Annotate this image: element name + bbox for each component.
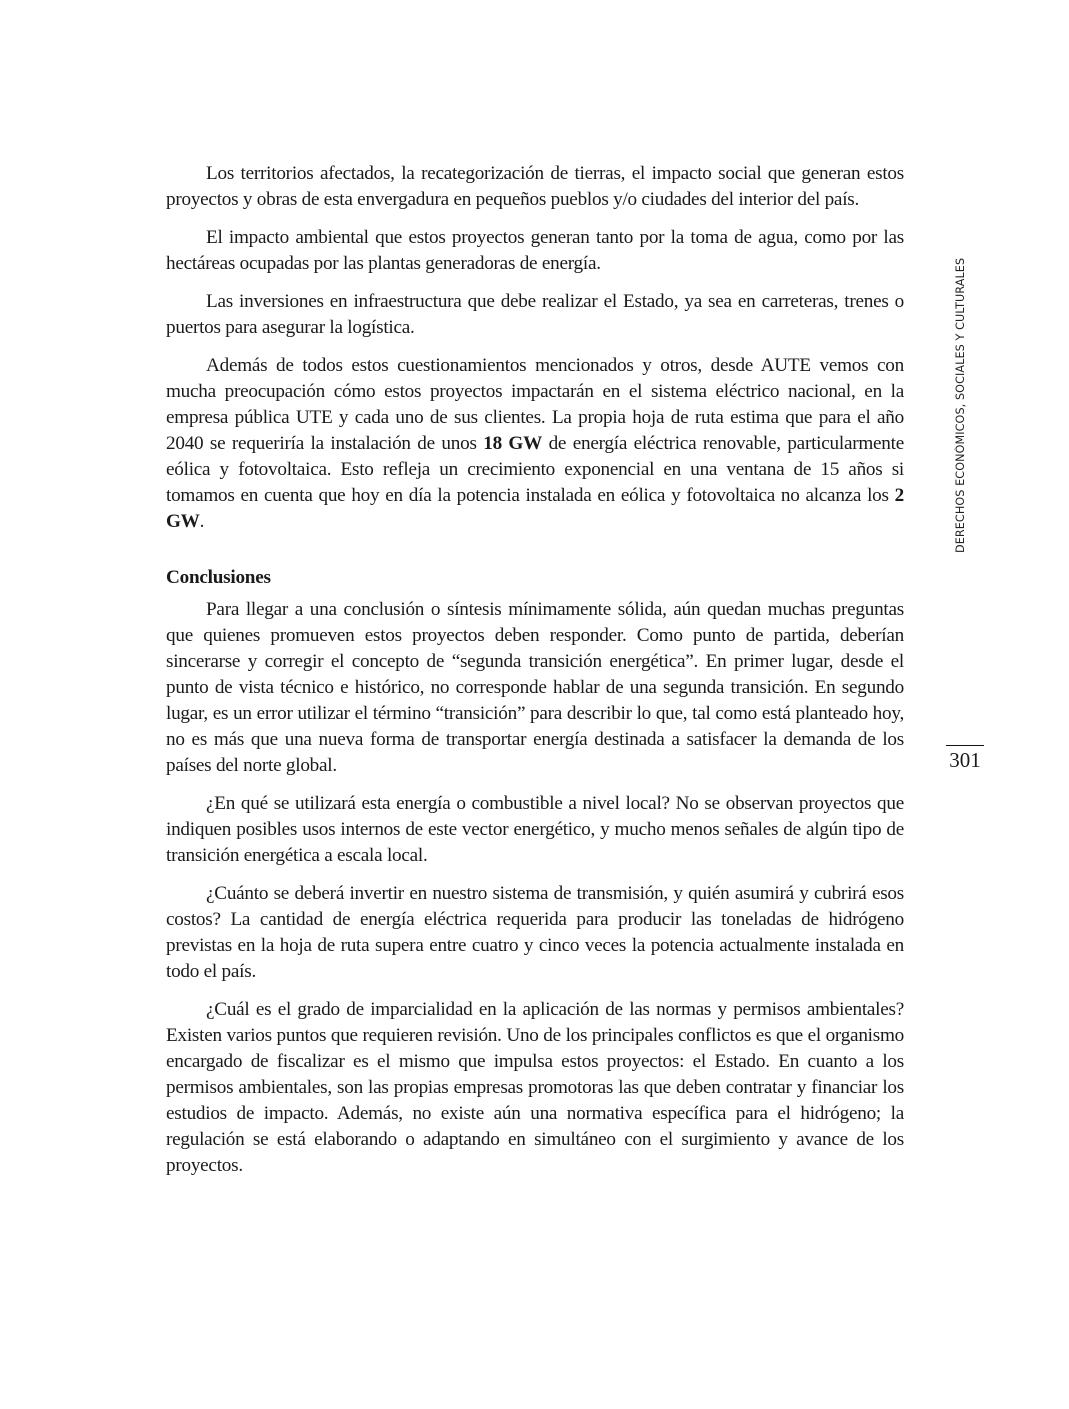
paragraph-infrastructure: Las inversiones en infraestructura que debe realizar el Estado, ya sea en carreteras, trenes o puertos para asegurar la logística.	[166, 291, 904, 338]
running-header-vertical: DERECHOS ECONÓMICOS, SOCIALES Y CULTURALES	[954, 257, 967, 553]
paragraph-aute-text-2: de energía eléctrica renovable, particularmente eólica y fotovoltaica. Esto refleja un crecimiento exponencial en una ventana de 15 años si tomamos en cuenta que hoy en día la potencia instalada en eólica y fotovoltaica no alcanza los	[166, 433, 904, 506]
page-number-block	[946, 745, 984, 774]
paragraph-territories: Los territorios afectados, la recategorización de tierras, el impacto social que generan estos proyectos y obras de esta envergadura en pequeños pueblos y/o ciudades del interior del país.	[166, 163, 904, 210]
paragraph-aute-text-1: Además de todos estos cuestionamientos mencionados y otros, desde AUTE vemos con mucha preocupación cómo estos proyectos impactarán en el sistema eléctrico nacional, en la empresa pública UTE y cada uno de sus clientes. La propia hoja de ruta estima que para el año 2040 se requeriría la instalación de unos	[166, 355, 904, 454]
section-heading-conclusiones: Conclusiones	[166, 567, 271, 588]
paragraph-conclusion-intro: Para llegar a una conclusión o síntesis mínimamente sólida, aún quedan muchas preguntas que quienes promueven estos proyectos deben responder. Como punto de partida, deberían sincerarse y corregir el concepto de “segunda transición energética”. En primer lugar, desde el punto de vista técnico e histórico, no corresponde hablar de una segunda transición. En segundo lugar, es un error utilizar el término “transición” para describir lo que, tal como está planteado hoy, no es más que una nueva forma de transportar energía destinada a satisfacer la demanda de los países del norte global.	[166, 599, 904, 776]
page-number: 301	[949, 748, 981, 772]
bold-2gw: 2 GW	[166, 485, 904, 532]
main-text-column	[166, 161, 904, 1191]
paragraph-transmission-cost-question: ¿Cuánto se deberá invertir en nuestro sistema de transmisión, y quién asumirá y cubrirá esos costos? La cantidad de energía eléctrica requerida para producir las toneladas de hidrógeno previstas en la hoja de ruta supera entre cuatro y cinco veces la potencia actualmente instalada en todo el país.	[166, 883, 904, 982]
paragraph-aute-concerns	[166, 353, 904, 535]
paragraph-aute-text-3: .	[199, 511, 205, 532]
paragraph-local-use-question: ¿En qué se utilizará esta energía o combustible a nivel local? No se observan proyectos que indiquen posibles usos internos de este vector energético, y mucho menos señales de algún tipo de transición energética a escala local.	[166, 793, 904, 866]
bold-18gw: 18 GW	[483, 433, 543, 454]
paragraph-environmental-impact: El impacto ambiental que estos proyectos generan tanto por la toma de agua, como por las hectáreas ocupadas por las plantas generadoras de energía.	[166, 227, 904, 274]
paragraph-impartiality-question: ¿Cuál es el grado de imparcialidad en la aplicación de las normas y permisos ambientales? Existen varios puntos que requieren revisión. Uno de los principales conflictos es que el organismo encargado de fiscalizar es el mismo que impulsa estos proyectos: el Estado. En cuanto a los permisos ambientales, son las propias empresas promotoras las que deben contratar y financiar los estudios de impacto. Además, no existe aún una normativa específica para el hidrógeno; la regulación se está elaborando o adaptando en simultáneo con el surgimiento y avance de los proyectos.	[166, 999, 904, 1176]
